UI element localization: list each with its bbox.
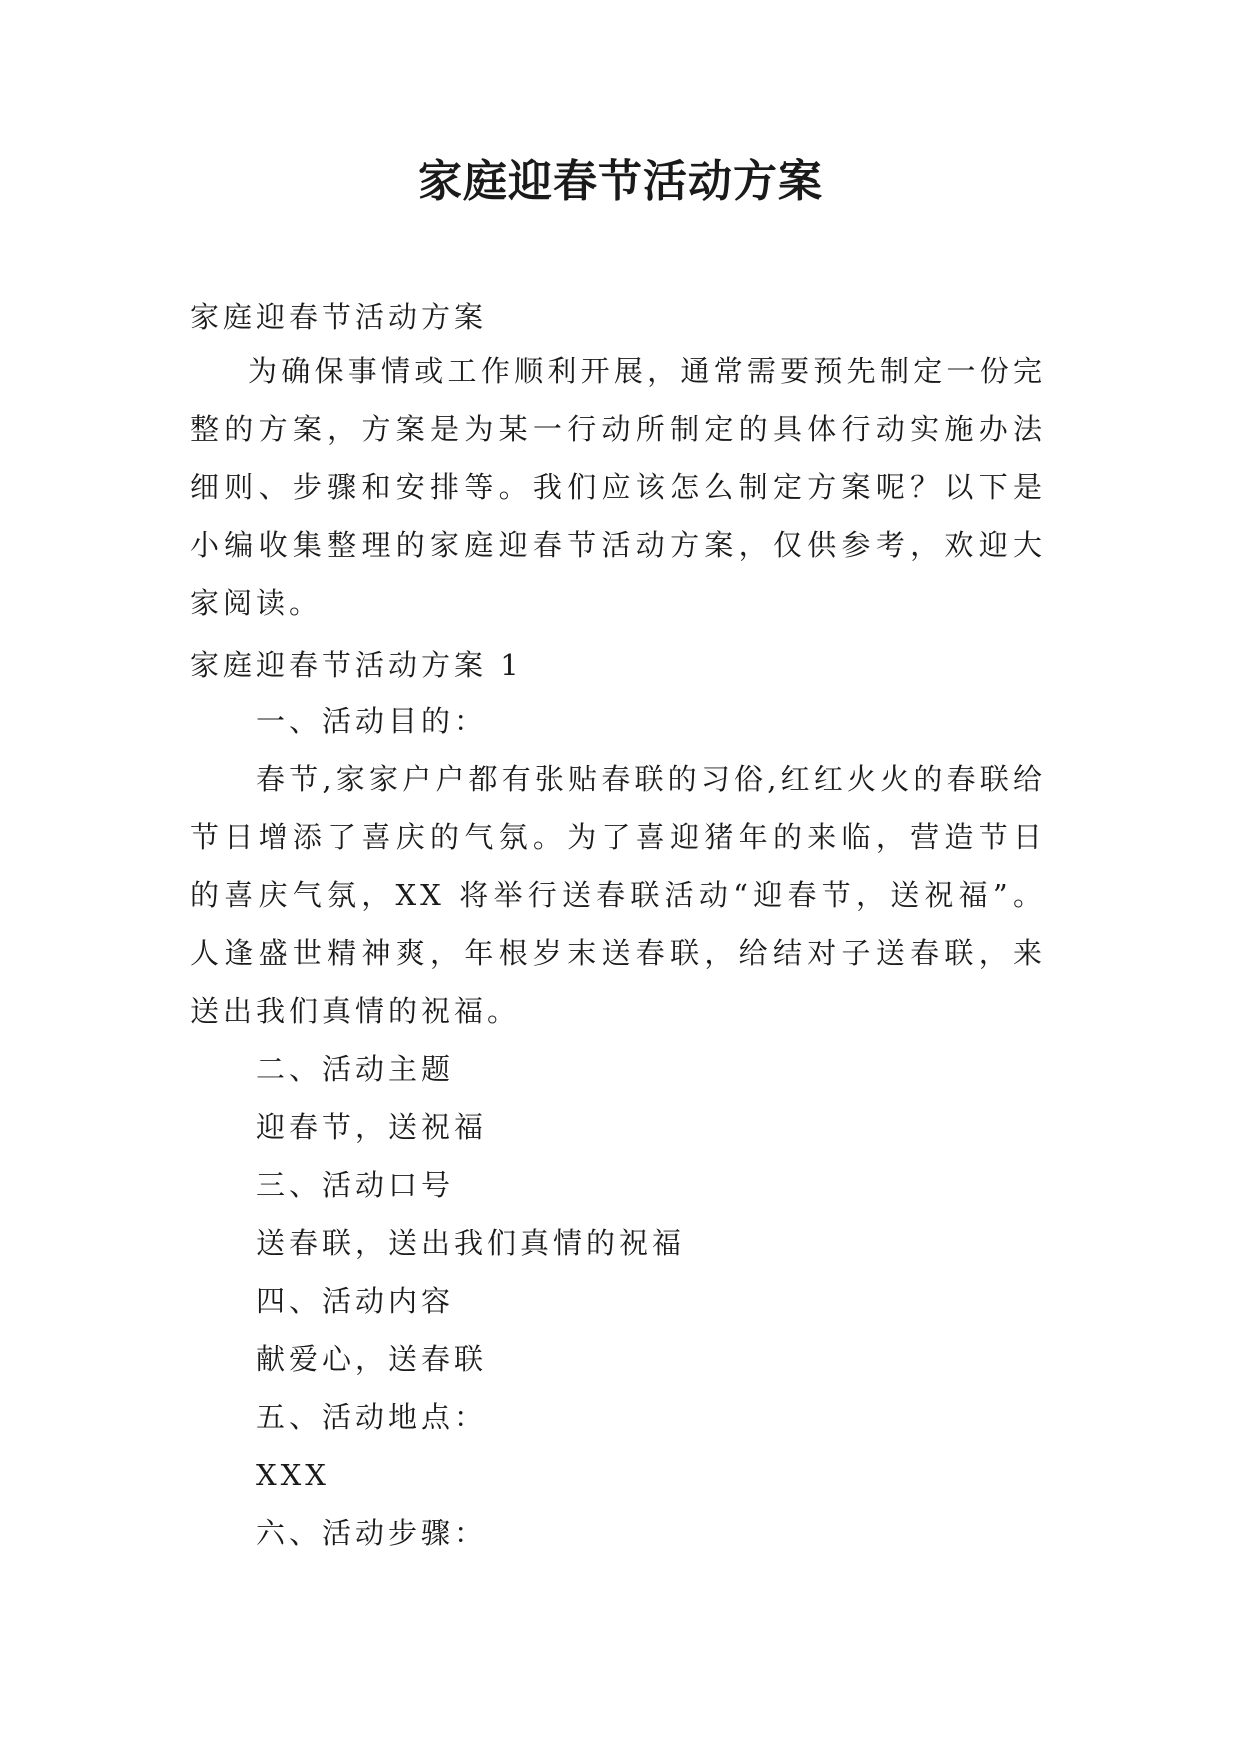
intro-paragraph: 为确保事情或工作顺利开展，通常需要预先制定一份完整的方案，方案是为某一行动所制定的具体行动实施办法细则、步骤和安排等。我们应该怎么制定方案呢？以下是小编收集整理的家庭迎春节活动方案，仅供参考，欢迎大家阅读。 [190, 354, 1046, 620]
section-heading-content: 四、活动内容 [256, 1284, 455, 1318]
section-heading-theme: 二、活动主题 [256, 1052, 455, 1086]
section-heading-steps: 六、活动步骤： [256, 1516, 488, 1550]
plan-heading: 家庭迎春节活动方案 1 [190, 648, 523, 682]
section-heading-location: 五、活动地点： [256, 1400, 488, 1434]
section-heading-slogan: 三、活动口号 [256, 1168, 455, 1202]
section-body-purpose: 春节,家家户户都有张贴春联的习俗,红红火火的春联给节日增添了喜庆的气氛。为了喜迎猪年的来临，营造节日的喜庆气氛，XX 将举行送春联活动“迎春节，送祝福”。人逢盛世精神爽，年根岁末送春联，给结对子送春联，来送出我们真情的祝福。 [190, 762, 1046, 1028]
section-body-content: 献爱心，送春联 [256, 1342, 488, 1376]
section-body-slogan: 送春联，送出我们真情的祝福 [256, 1226, 686, 1260]
section-body-location: XXX [256, 1458, 330, 1492]
section-body-theme: 迎春节，送祝福 [256, 1110, 488, 1144]
document-title: 家庭迎春节活动方案 [418, 156, 823, 207]
section-heading-purpose: 一、活动目的： [256, 704, 488, 738]
document-subtitle: 家庭迎春节活动方案 [190, 300, 488, 334]
plan-sections [190, 692, 1046, 1562]
